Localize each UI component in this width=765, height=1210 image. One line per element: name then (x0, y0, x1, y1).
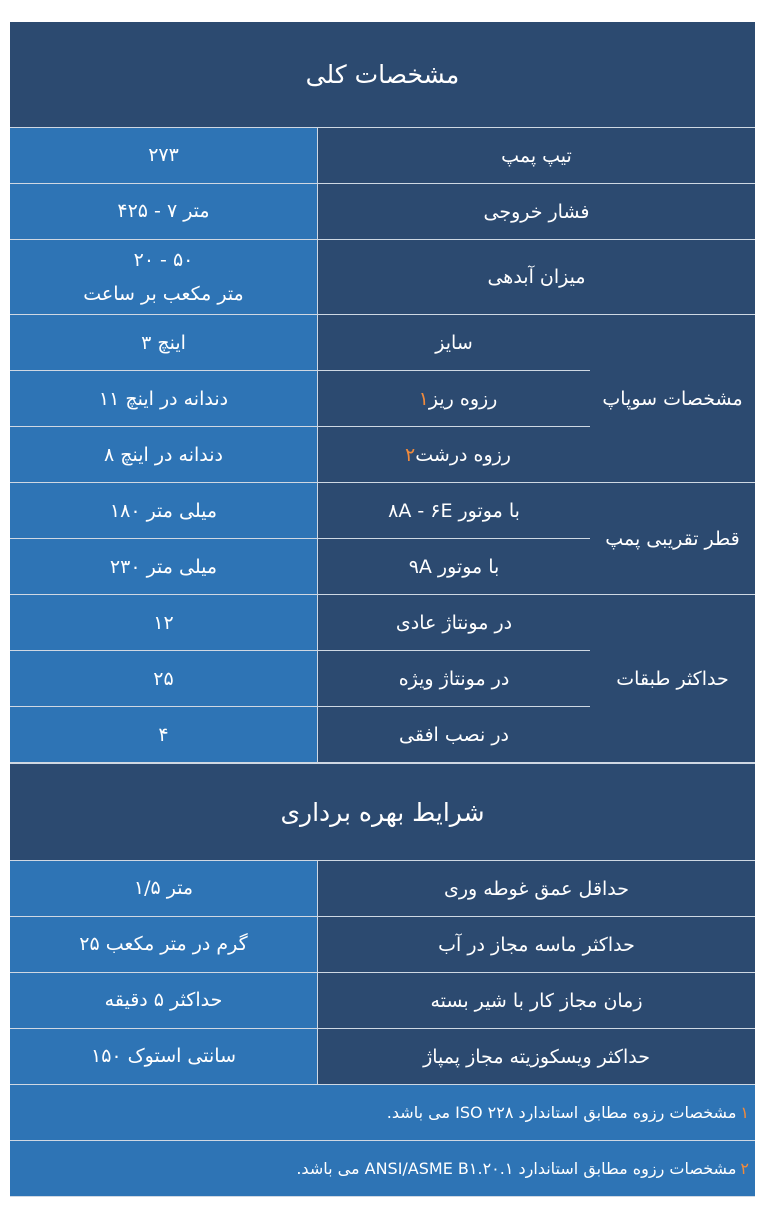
sub-label: در مونتاژ ویژه (318, 651, 590, 707)
diameter-group (10, 483, 755, 595)
sub-label: در مونتاژ عادی (318, 595, 590, 651)
value-cell (10, 240, 318, 314)
footnote-marker: ۲ (405, 443, 416, 466)
group-title: قطر تقریبی پمپ (605, 527, 740, 550)
table-row (10, 861, 755, 917)
group-title: حداکثر طبقات (616, 667, 729, 690)
table-row (10, 1029, 755, 1085)
footnote-marker: ۲ (740, 1159, 749, 1178)
value-cell: ۴۲۵ - ۷ متر (10, 184, 318, 239)
flow-unit: متر مکعب بر ساعت (83, 283, 244, 305)
general-section-title: مشخصات کلی (10, 22, 755, 128)
label-cell: فشار خروجی (318, 184, 755, 239)
sub-label: رزوه درشت ۲ (405, 443, 511, 466)
footnote-marker: ۱ (418, 387, 429, 410)
sub-label: در نصب افقی (399, 723, 509, 746)
sub-label: سایز (318, 315, 590, 371)
flow-range: ۲۰ - ۵۰ (133, 248, 194, 271)
table-row (10, 240, 755, 315)
label-cell: میزان آبدهی (318, 240, 755, 314)
footnote (10, 1085, 755, 1141)
value-cell: ۲۵ گرم در متر مکعب (10, 917, 318, 972)
group-title: مشخصات سوپاپ (602, 387, 743, 410)
label-cell: حداکثر ماسه مجاز در آب (318, 917, 755, 972)
stages-group (10, 595, 755, 763)
value-cell: ۱/۵ متر (10, 861, 318, 916)
table-row (10, 917, 755, 973)
sub-label: با موتور ۸A - ۶E (318, 483, 590, 539)
sub-label: با موتور ۹A (408, 555, 500, 578)
value-cell: ۲۳۰ میلی متر (10, 539, 317, 594)
value-cell: ۱۱ دندانه در اینچ (10, 371, 317, 427)
label-cell: زمان مجاز کار با شیر بسته (318, 973, 755, 1028)
value-cell: ۱۲ (10, 595, 317, 651)
label-cell: حداقل عمق غوطه وری (318, 861, 755, 916)
table-row (10, 973, 755, 1029)
footnote-text: مشخصات رزوه مطابق استاندارد ANSI/ASME B۱.۲۰.۱ می باشد. (296, 1159, 737, 1178)
value-cell: ۸ دندانه در اینچ (10, 427, 317, 482)
valve-group (10, 315, 755, 483)
table-row (10, 184, 755, 240)
value-cell: ۴ (10, 707, 317, 762)
value-cell: ۱۵۰ سانتی استوک (10, 1029, 318, 1084)
footnote-text: مشخصات رزوه مطابق استاندارد ISO ۲۲۸ می باشد. (386, 1103, 737, 1122)
value-cell: ۲۵ (10, 651, 317, 707)
value-cell: حداکثر ۵ دقیقه (10, 973, 318, 1028)
label-cell: حداکثر ویسکوزیته مجاز پمپاژ (318, 1029, 755, 1084)
label-cell: تیپ پمپ (318, 128, 755, 183)
value-cell: ۲۷۳ (10, 128, 318, 183)
footnote (10, 1141, 755, 1197)
sub-label: رزوه ریز ۱ (318, 371, 590, 427)
spec-table (10, 22, 755, 1197)
value-cell: ۱۸۰ میلی متر (10, 483, 317, 539)
operating-section-title: شرایط بهره برداری (10, 763, 755, 861)
footnote-marker: ۱ (740, 1103, 749, 1122)
table-row (10, 128, 755, 184)
value-cell: ۳ اینچ (10, 315, 317, 371)
